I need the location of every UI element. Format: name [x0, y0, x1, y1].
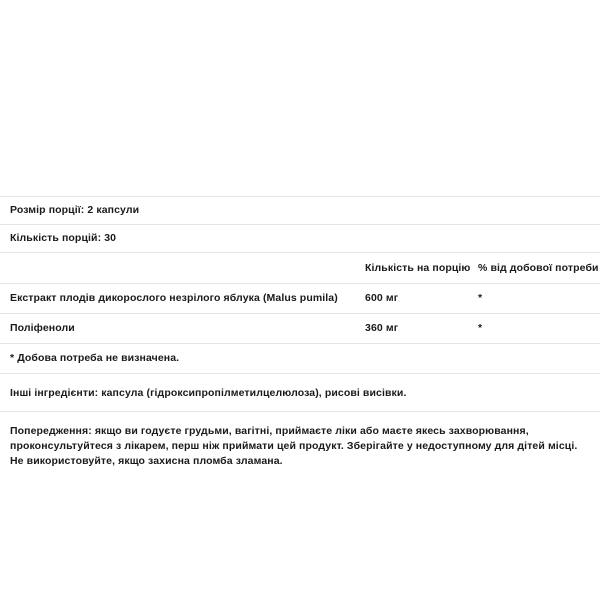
serving-size-text: Розмір порції: 2 капсули	[10, 204, 140, 216]
table-header-row	[0, 253, 600, 284]
servings-per-container-text: Кількість порцій: 30	[10, 232, 117, 244]
other-ingredients-text: Інші інгредієнти: капсула (гідроксипропілметилцелюлоза), рисові висівки.	[0, 374, 600, 412]
warning-text: Попередження: якщо ви годуєте грудьми, вагітні, приймаєте ліки або маєте якесь захворювання, проконсультуйтеся з лікарем, перш ніж приймати цей продукт. Зберігайте у недоступному для дітей місці. Не використовуйте, якщо захисна пломба зламана.	[10, 425, 578, 467]
ingredient-daily-value: *	[478, 284, 600, 314]
ingredient-amount: 600 мг	[365, 284, 478, 314]
nutrition-table-head	[0, 253, 600, 284]
table-row	[0, 284, 600, 314]
ingredient-name: Екстракт плодів дикорослого незрілого яблука (Malus pumila)	[0, 284, 365, 314]
ingredient-name: Поліфеноли	[0, 314, 365, 344]
ingredient-daily-value: *	[478, 314, 600, 344]
column-header-percent-daily-value: % від добової потреби	[478, 262, 599, 274]
column-header-ingredient	[0, 253, 365, 284]
table-row	[0, 314, 600, 344]
column-header-amount-per-serving: Кількість на порцію	[365, 262, 471, 274]
ingredient-amount: 360 мг	[365, 314, 478, 344]
nutrition-table-body	[0, 284, 600, 344]
nutrition-table	[0, 253, 600, 343]
supplement-facts-panel	[0, 196, 600, 469]
daily-value-footnote: * Добова потреба не визначена.	[0, 343, 600, 374]
